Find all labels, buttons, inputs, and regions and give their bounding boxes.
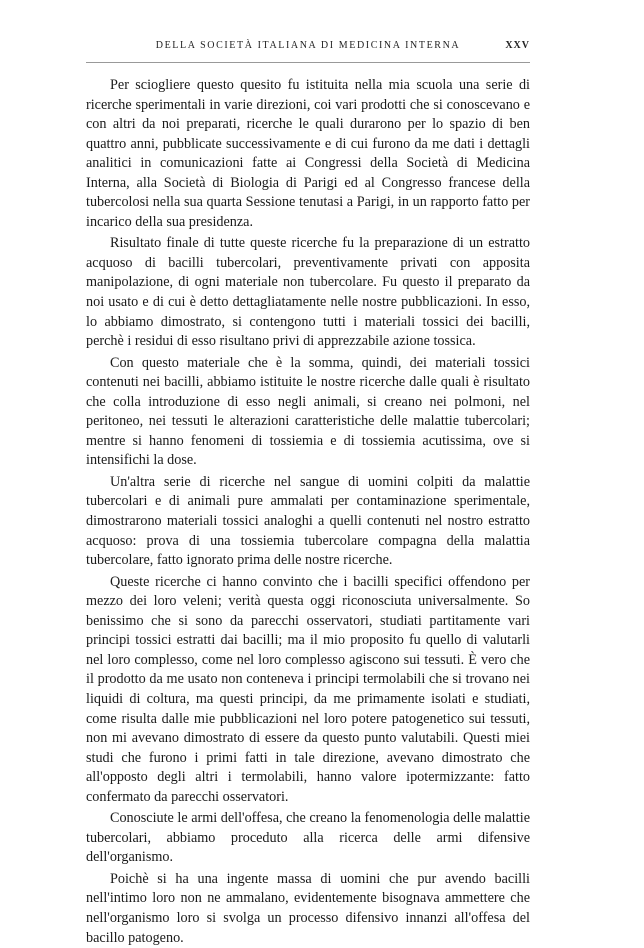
paragraph: Un'altra serie di ricerche nel sangue di uomini colpiti da malattie tubercolari e di animali pure ammalati per contaminazione sperimentale, dimostrarono materiali tossici analoghi a quelli contenuti nel nostro estratto acquoso: prova di una tossiemia tubercolare compagna della malattia tubercolare, fatto ignorato prima delle nostre ricerche. bbox=[86, 473, 530, 569]
paragraph: Conosciute le armi dell'offesa, che creano la fenomenologia delle malattie tubercolari, abbiamo proceduto alla ricerca delle armi difensive dell'organismo. bbox=[86, 810, 530, 866]
paragraph: Queste ricerche ci hanno convinto che i bacilli specifici offendono per mezzo dei loro veleni; verità questa oggi riconosciuta universalmente. So benissimo che si sono da parecchi osservatori, studiati partitamente vari principi tossici estratti dai bacilli; ma il mio proposito fu quello di valutarli nel loro complesso, come nel loro complesso agiscono sui tessuti. È vero che il prodotto da me usato non conteneva i principi termolabili che si trovano nei liquidi di coltura, ma questi principi, da me primamente isolati e studiati, come risulta dalle mie pubblicazioni nel loro potere patogenetico sui tessuti, non mi avevano dimostrato di essere da questo punto valutabili. Questi miei studi che furono i primi fatti in tale direzione, avevano dimostrato che all'opposto degli altri i termolabili, hanno valore ipotermizzante: fatto confermato da parecchi osservatori. bbox=[86, 573, 530, 805]
paragraph: Con questo materiale che è la somma, quindi, dei materiali tossici contenuti nei bacilli, abbiamo istituite le nostre ricerche dalle quali è risultato che colla introduzione di esso negli animali, si creano nei polmoni, nel peritoneo, nei tessuti le alterazioni caratteristiche delle malattie tubercolari; mentre si hanno fenomeni di tossiemia e di tossiemia acutissima, ove si intensifichi la dose. bbox=[86, 354, 530, 469]
page-number: XXV bbox=[505, 40, 530, 51]
header-rule bbox=[86, 62, 530, 63]
paragraph: Per sciogliere questo quesito fu istituita nella mia scuola una serie di ricerche sperimentali in varie direzioni, coi vari prodotti che si conoscevano e con altri da noi preparati, ricerche le quali durarono per lo spazio di ben quattro anni, pubblicate successivamente e di cui furono da me dati i dettagli analitici in comunicazioni fatte ai Congressi della Società di Medicina Interna, alla Società di Biologia di Parigi ed al Congresso francese della tubercolosi nella sua quarta Sessione tenutasi a Parigi, in un rapporto fatto per incarico della sua presidenza. bbox=[86, 77, 530, 230]
paragraph: Poichè si ha una ingente massa di uomini che pur avendo bacilli nell'intimo loro non ne ammalano, evidentemente bisognava ammettere che nell'organismo loro si svolga un processo difensivo innanzi all'offesa del bacillo patogeno. bbox=[86, 870, 530, 946]
running-title: DELLA SOCIETÀ ITALIANA DI MEDICINA INTERNA bbox=[155, 40, 461, 51]
body-text bbox=[86, 76, 530, 948]
running-head bbox=[86, 40, 530, 60]
paragraph: Risultato finale di tutte queste ricerche fu la preparazione di un estratto acquoso di bacilli tubercolari, preventivamente privati con apposita manipolazione, di ogni materiale non tubercolare. Fu questo il preparato da noi usato e di cui è detto dettagliatamente nelle nostre pubblicazioni. In esso, lo abbiamo dimostrato, si contengono tutti i materiali tossici dei bacilli, perchè i residui di esso risultano privi di apprezzabile azione tossica. bbox=[86, 235, 530, 350]
